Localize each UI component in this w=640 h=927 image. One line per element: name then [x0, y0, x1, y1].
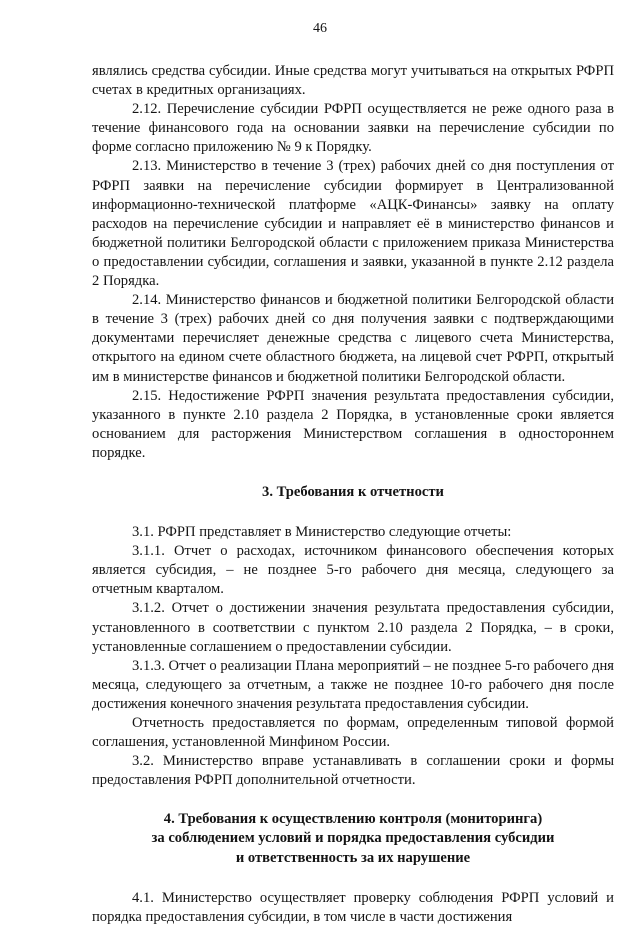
section-4-heading-line-1: 4. Требования к осуществлению контроля (мониторинга) — [163, 811, 543, 828]
spacer — [92, 502, 614, 523]
paragraph-3-1: 3.1. РФРП представляет в Министерство следующие отчеты: — [132, 524, 512, 541]
document-body — [92, 62, 614, 927]
paragraph-3-1-3: 3.1.3. Отчет о реализации Плана мероприятий – не позднее 5-го рабочего дня месяца, следующего за отчетным, а также не позднее 10-го рабочего дня после достижения конечного значения результата предоставления субсидии. — [92, 657, 614, 712]
paragraph-reporting-forms: Отчетность предоставляется по формам, определенным типовой формой соглашения, установленной Минфином России. — [92, 715, 614, 751]
paragraph-3-1-2: 3.1.2. Отчет о достижении значения результата предоставления субсидии, установленного в соответствии с пунктом 2.10 раздела 2 Порядка, – в сроки, установленные соглашением о предоставлении субсидии. — [92, 600, 614, 655]
paragraph-continuation: являлись средства субсидии. Иные средства могут учитываться на открытых РФРП счетах в кредитных организациях. — [92, 63, 614, 99]
paragraph-4-1: 4.1. Министерство осуществляет проверку соблюдения РФРП условий и порядка предоставления субсидии, в том числе в части достижения — [92, 889, 614, 925]
page-number: 46 — [313, 21, 327, 36]
paragraph-3-2: 3.2. Министерство вправе устанавливать в соглашении сроки и формы предоставления РФРП дополнительной отчетности. — [92, 753, 614, 789]
section-4-heading-line-3: и ответственность за их нарушение — [235, 849, 471, 866]
paragraph-2-14: 2.14. Министерство финансов и бюджетной политики Белгородской области в течение 3 (трех) рабочих дней со дня получения заявки с подтверждающими документами перечисляет денежные средства с лицевого счета Министерства, открытого на едином счете областного бюджета, на лицевой счет РФРП, открытый им в министерстве финансов и бюджетной политики Белгородской области. — [92, 292, 614, 385]
paragraph-2-12: 2.12. Перечисление субсидии РФРП осуществляется не реже одного раза в течение финансового года на основании заявки на перечисление субсидии по форме согласно приложению № 9 к Порядку. — [92, 101, 614, 156]
paragraph-2-15: 2.15. Недостижение РФРП значения результата предоставления субсидии, указанного в пункте 2.10 раздела 2 Порядка, в установленные сроки является основанием для расторжения Министерством соглашения в одностороннем порядке. — [92, 387, 614, 461]
paragraph-3-1-1: 3.1.1. Отчет о расходах, источником финансового обеспечения которых является субсидия, – не позднее 5-го рабочего дня месяца, следующего за отчетным кварталом. — [92, 543, 614, 598]
spacer — [92, 868, 614, 889]
section-3-heading: 3. Требования к отчетности — [262, 483, 444, 500]
paragraph-2-13: 2.13. Министерство в течение 3 (трех) рабочих дней со дня поступления от РФРП заявки на перечисление субсидии формирует в Централизованной информационно-технической платформе «АЦК-Финансы» заявку на оплату расходов на перечисление субсидии и направляет её в министерство финансов и бюджетной политики Белгородской области с приложением приказа Министерства о предоставлении субсидии, соглашения и заявки, указанной в пункте 2.12 раздела 2 Порядка. — [92, 158, 614, 290]
section-4-heading-line-2: за соблюдением условий и порядка предоставления субсидии — [151, 830, 555, 847]
spacer — [92, 463, 614, 483]
spacer — [92, 790, 614, 810]
